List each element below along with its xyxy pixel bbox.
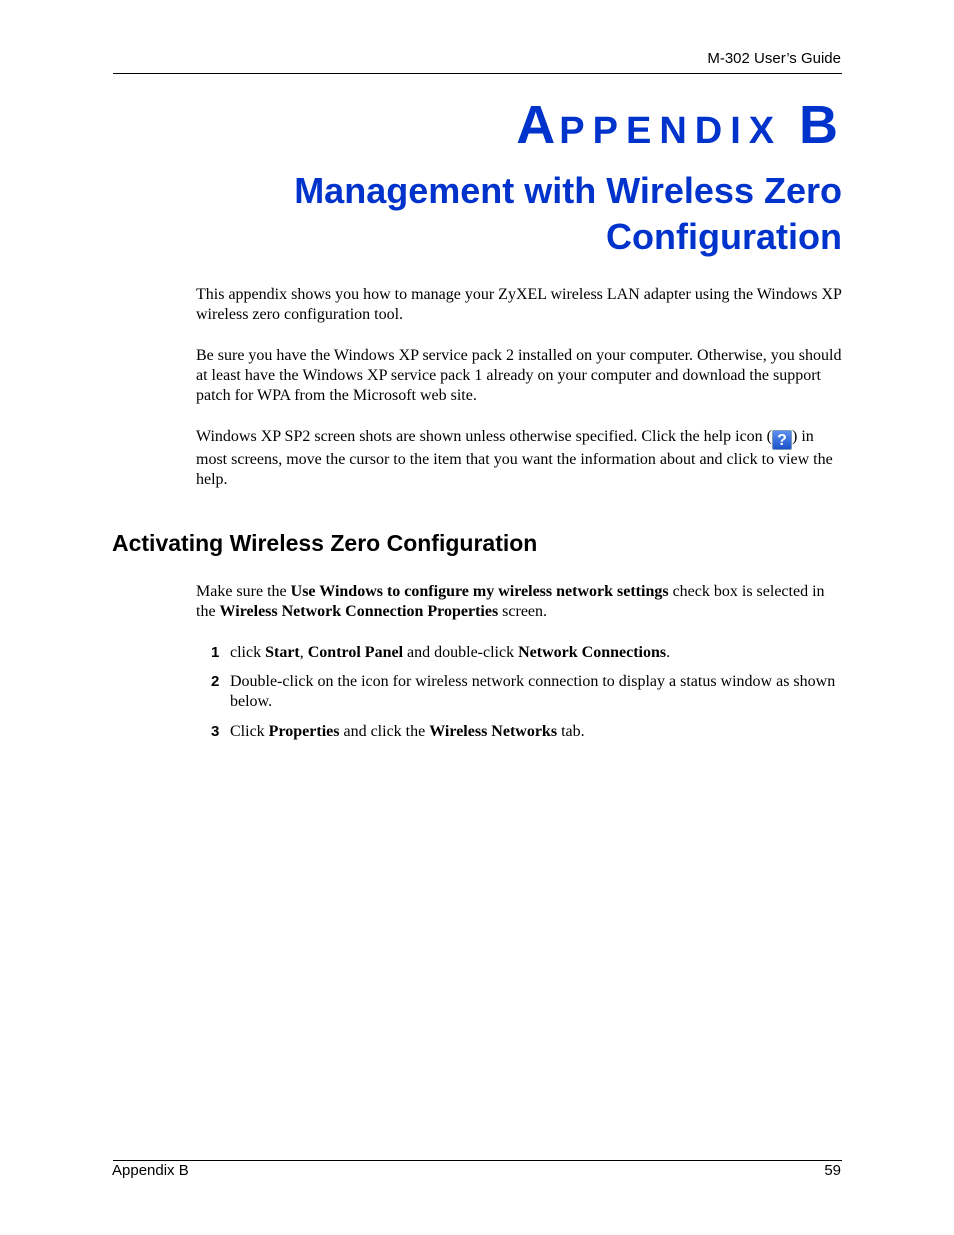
step-3: [196, 722, 844, 742]
section-paragraph: [196, 582, 844, 622]
step-text-part: and double-click: [403, 644, 519, 661]
running-header: M-302 User’s Guide: [707, 50, 841, 67]
step-number: 2: [211, 673, 220, 690]
header-rule: [113, 73, 842, 74]
intro-paragraph-1: This appendix shows you how to manage your ZyXEL wireless LAN adapter using the Windows XP wireless zero configuration tool.: [196, 286, 842, 323]
control-panel-label: Control Panel: [307, 644, 404, 661]
footer-chapter: Appendix B: [112, 1162, 189, 1179]
step-2: [196, 672, 844, 712]
step-number: 3: [211, 723, 220, 740]
checkbox-option-name: Use Windows to configure my wireless network settings: [290, 583, 669, 600]
help-icon: ?: [772, 430, 792, 450]
chapter-title-line1: Management with Wireless Zero: [294, 170, 842, 211]
appendix-letter: B: [799, 95, 842, 155]
step-text-part: Click: [230, 723, 269, 740]
chapter-title: [202, 168, 842, 260]
step-number: 1: [211, 644, 220, 661]
start-label: Start: [265, 644, 300, 661]
step-text: [230, 643, 844, 663]
intro-p3-text-a: Windows XP SP2 screen shots are shown unless otherwise specified. Click the help icon (: [196, 428, 772, 445]
step-text-part: and click the: [339, 723, 430, 740]
footer-rule: [113, 1160, 842, 1161]
step-text-part: .: [666, 644, 671, 661]
chapter-title-line2: Configuration: [606, 216, 842, 257]
appendix-small-caps: PPENDIX: [559, 110, 783, 152]
page-number: 59: [824, 1162, 841, 1179]
intro-paragraph-3: [196, 427, 844, 490]
network-connections-label: Network Connections: [518, 644, 667, 661]
step-text-part: tab.: [557, 723, 585, 740]
section-text-e: screen.: [498, 603, 548, 620]
section-text-c: check box is selected in the: [196, 583, 825, 620]
step-text: Double-click on the icon for wireless network connection to display a status window as shown below.: [230, 673, 836, 710]
appendix-initial: A: [516, 95, 560, 155]
intro-paragraph-2: Be sure you have the Windows XP service pack 2 installed on your computer. Otherwise, you should at least have the Windows XP service pack 1 already on your computer and download the support patch for WPA from the Microsoft web site.: [196, 347, 842, 404]
properties-screen-name: Wireless Network Connection Properties: [219, 603, 499, 620]
section-text-a: Make sure the: [196, 583, 291, 600]
properties-label: Properties: [268, 723, 340, 740]
step-text: [230, 722, 844, 742]
section-heading: Activating Wireless Zero Configuration: [112, 530, 538, 556]
step-text-part: ,: [299, 644, 308, 661]
step-1: [196, 643, 844, 663]
wireless-networks-tab-label: Wireless Networks: [429, 723, 558, 740]
appendix-label: [516, 95, 842, 155]
step-text-part: click: [230, 644, 266, 661]
intro-p3-text-b: ) in most screens, move the cursor to the item that you want the information about and click to view the help.: [196, 428, 833, 488]
